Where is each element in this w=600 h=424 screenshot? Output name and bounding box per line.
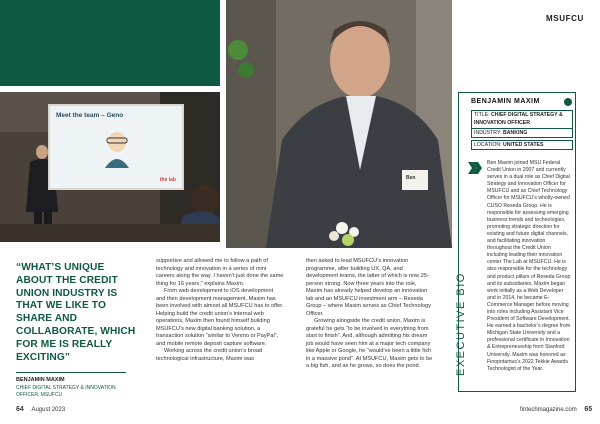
executive-bio-label: EXECUTIVE BIO: [455, 272, 467, 376]
article-column-1: [156, 258, 284, 363]
paragraph: Working across the credit union’s broad technological infrastructure, Maxim was: [156, 348, 263, 362]
bio-location-label: LOCATION:: [474, 142, 502, 148]
paragraph: From web development to iOS development and then development management, Maxim has been involved with almost all MSUFCU has to offer. Helping build the credit union’s internal web operations, Maxim then found himself building MSUFCU’s new digital banking solution, a transaction solution “similar to Venmo or PayPal”, and mobile remote deposit capture software.: [156, 288, 284, 347]
presentation-screen: [48, 104, 184, 190]
quote-attribution-title: CHIEF DIGITAL STRATEGY & INNOVATION OFFICER, MSUFCU: [16, 385, 116, 398]
issue-date: August 2023: [31, 407, 66, 413]
page-number-right: 65: [584, 406, 593, 413]
article-column-2: [306, 258, 434, 371]
slide-title: Meet the team – Geno: [56, 112, 124, 119]
brand-tag: MSUFCU: [546, 14, 584, 23]
bio-title-label: TITLE:: [474, 112, 490, 118]
name-badge: Ben: [406, 175, 416, 181]
bio-badge-icon: [564, 98, 572, 106]
bio-title-field: [471, 110, 573, 129]
green-header-block: [0, 0, 220, 86]
bio-industry-field: [471, 128, 573, 138]
double-chevron-icon: [468, 162, 482, 174]
footer-left: [16, 406, 65, 413]
bio-name: BENJAMIN MAXIM: [471, 98, 540, 105]
quote-divider: [16, 372, 126, 373]
bio-title-value: CHIEF DIGITAL STRATEGY & INNOVATION OFFICER: [474, 112, 563, 126]
site-url: fintechmagazine.com: [520, 407, 577, 413]
quote-attribution-name: BENJAMIN MAXIM: [16, 377, 65, 383]
portrait-photo: [226, 0, 452, 248]
bio-location-field: [471, 140, 573, 150]
paragraph: then asked to lead MSUFCU’s innovation programme, after building UX, QA, and development teams, the latter of which is now 25-person strong. Now three years into the role, Maxim has already helped develop an innovation lab and an MSUFCU investment arm – Reseda Group – where Maxim serves as Chief Technology Officer.: [306, 258, 431, 317]
bio-location-value: UNITED STATES: [503, 142, 544, 148]
pull-quote: “WHAT’S UNIQUE ABOUT THE CREDIT UNION INDUSTRY IS THAT WE LIKE TO SHARE AND COLLABORATE, WHICH FOR ME IS REALLY EXCITING”: [16, 262, 136, 363]
portrait-scene: [226, 0, 452, 248]
paragraph: supportive and allowed me to follow a path of technology and innovation in a series of mini careers along the way. I haven’t just done the same thing for 16 years,” explains Maxim.: [156, 258, 284, 287]
presentation-photo: [0, 92, 220, 242]
slide-logo: the lab: [159, 177, 176, 183]
bio-text: Ben Maxim joined MSU Federal Credit Union in 2007 and currently serves in a dual role as Chief Digital Strategy and Innovation Officer for MSUFCU and as Chief Technology Officer for MSUFCU’s wholly-owned CUSO Reseda Group. He is responsible for assessing emerging business trends and technologies, promoting strategic direction for existing and future digital channels, and facilitating innovation throughout the Credit Union including leading their innovation center The Lab at MSUFCU. He is also responsible for the technology and product pillars of Reseda Group and its subsidiaries. Maxim began work initially as a Web Developer and in 2014, he became E-Commerce Manager before moving into roles including Assistant Vice President of Software Development. He earned a bachelor’s degree from Michigan State University and a professional certificate in Innovation & Entrepreneurship from Stanford University. Maxim was honored as Finopotamus’s 2022 Tekkie Awards Technologist of the Year.: [487, 160, 571, 372]
footer-right: [520, 406, 592, 413]
avatar-illustration: [102, 128, 132, 168]
bio-industry-value: BANKING: [503, 130, 528, 136]
page-number-left: 64: [16, 406, 24, 413]
bio-industry-label: INDUSTRY:: [474, 130, 502, 136]
paragraph: Growing alongside the credit union, Maxim is grateful he gets “to be involved in everything from start to finish”. And, although admitting his dream job would have seen him at a major tech company like Apple or Google, he “would’ve been a little fish in a massive pond”. At MSUFCU, Maxim gets to be a big fish, and as he grows, so does the pond.: [306, 318, 433, 369]
